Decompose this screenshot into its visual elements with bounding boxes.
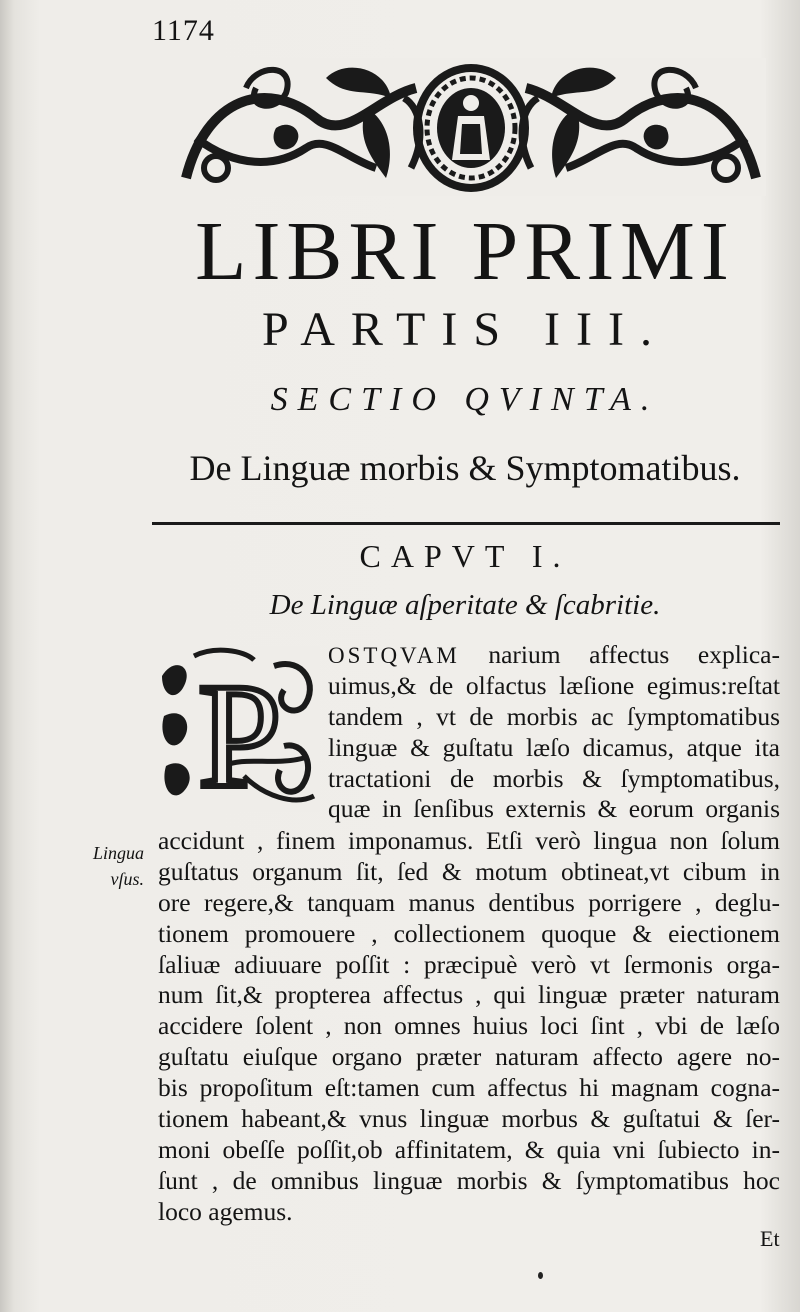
text-line: num ſit,& propterea affectus , qui linguæ præter naturam bbox=[158, 980, 780, 1010]
text-line: accidunt , finem imponamus. Etſi verò lingua non ſolum bbox=[158, 826, 780, 855]
book-title: LIBRI PRIMI bbox=[195, 205, 735, 298]
text-line: tandem , vt de morbis ac ſymptomatibus bbox=[328, 701, 780, 731]
text-line: guſtatus organum ſit, ſed & motum obtineat,vt cibum in bbox=[158, 856, 780, 886]
text-line: OSTQVAM narium affectus explica- bbox=[328, 640, 780, 669]
text-line: bis propoſitum eſt:tamen cum affectus hi magnam cogna- bbox=[158, 1073, 780, 1103]
text-line: tionem habeant,& vnus linguæ morbus & guſtatui & ſer- bbox=[158, 1104, 780, 1134]
part-title: PARTIS III. bbox=[261, 303, 669, 356]
text-line: loco agemus. bbox=[158, 1196, 293, 1226]
text-line: uimus,& de olfactus læſione egimus:reſtat bbox=[328, 670, 780, 700]
opening-lines bbox=[328, 640, 780, 825]
text-line: linguæ & guſtatu læſo dicamus, atque ita bbox=[328, 732, 780, 762]
subject-title: De Linguæ morbis & Symptomatibus. bbox=[189, 448, 741, 488]
text-line: ſunt , de omnibus linguæ morbis & ſymptomatibus hoc bbox=[158, 1165, 780, 1195]
ink-spot bbox=[538, 1272, 543, 1279]
text-line: moni obeſſe poſſit,ob affinitatem, & quia vni ſubiecto in- bbox=[158, 1134, 780, 1164]
headpiece-ornament-icon bbox=[176, 58, 766, 196]
text-line: ore regere,& tanquam manus dentibus porrigere , deglu- bbox=[158, 887, 780, 917]
first-word: OSTQVAM bbox=[328, 643, 460, 668]
text-line: ſaliuæ adiuuare poſſit : præcipuè verò vt ſermonis orga- bbox=[158, 949, 780, 979]
page-number: 1174 bbox=[152, 14, 215, 47]
text-line: quæ in ſenſibus externis & eorum organis bbox=[328, 794, 780, 824]
text-line: tractationi de morbis & ſymptomatibus, bbox=[328, 763, 780, 793]
catchword: Et bbox=[760, 1226, 780, 1251]
title-divider bbox=[152, 522, 780, 525]
chapter-subtitle: De Linguæ aſperitate & ſcabritie. bbox=[269, 589, 661, 621]
drop-cap-letter: P bbox=[198, 653, 282, 812]
text-line: guſtatu eiuſque organo præter naturam affecto agere no- bbox=[158, 1042, 780, 1072]
margin-note-line: Lingua bbox=[92, 843, 144, 863]
text-line: accidere ſolent , non omnes huius loci ſint , vbi de læſo bbox=[158, 1011, 780, 1041]
margin-note bbox=[54, 840, 144, 892]
section-title: SECTIO QVINTA. bbox=[270, 381, 660, 418]
decorated-initial bbox=[154, 646, 320, 812]
body-text bbox=[158, 826, 780, 1228]
chapter-heading: CAPVT I. bbox=[359, 538, 571, 574]
margin-note-line: vſus. bbox=[110, 869, 144, 889]
text-line: tionem promouere , collectionem quoque & eiectionem bbox=[158, 918, 780, 948]
